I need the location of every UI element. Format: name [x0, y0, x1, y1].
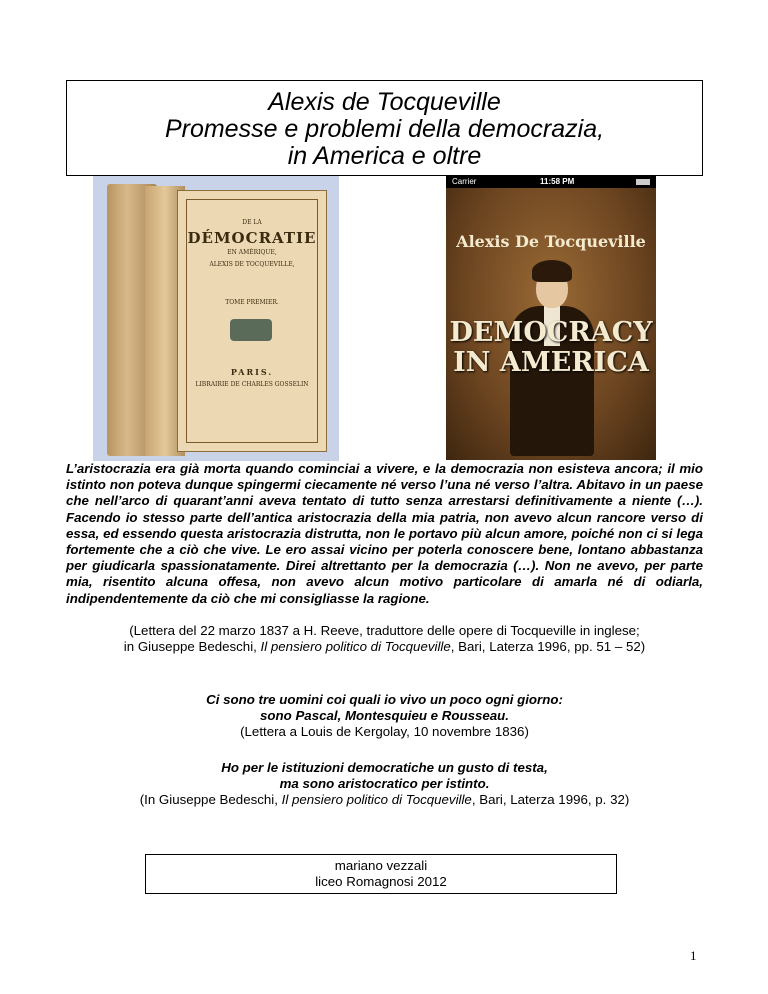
quote-2-text — [66, 692, 703, 724]
book-cover-city: PARIS. — [230, 367, 274, 377]
app-cover-title-2: IN AMERICA — [453, 347, 649, 378]
footer-box — [145, 854, 617, 894]
book-cover-tome: TOME PREMIER. — [225, 299, 279, 306]
phone-status-bar — [446, 176, 656, 188]
book-cover — [177, 190, 327, 452]
quote-1-citation — [66, 623, 703, 655]
quote-1-text: L’aristocrazia era già morta quando cominciai a vivere, e la democrazia non esisteva ancora; il mio istinto non poteva dunque spingermi ciecamente né verso l’una né verso l’altra. Abitavo in un paese che nell’arco di quarant’anni aveva tentato di tutto senza arrestarsi definitivamente a niente (…). Facendo io stesso parte dell’antica aristocrazia della mia patria, non avevo alcun rancore verso di essa, ed essendo questa aristocrazia distrutta, non le portavo più alcun amore, poiché non ci si lega fortemente che a ciò che vive. Le ero assai vicino per poterla conoscere bene, lontano abbastanza per giudicarla spassionatamente. Direi altrettanto per la democrazia (…). Non ne avevo, per parte mia, risentito alcuna offesa, non avevo alcun motivo particolare di amarla né di odiarla, indipendentemente da ciò che mi consigliasse la ragione. — [66, 461, 703, 606]
carrier-label: Carrier — [452, 177, 477, 186]
quote-3-text — [66, 760, 703, 792]
title-line-1: Alexis de Tocqueville — [268, 88, 501, 116]
quote-2-line-1: Ci sono tre uomini coi quali io vivo un poco ogni giorno: — [206, 692, 563, 707]
title-line-2: Promesse e problemi della democrazia, — [164, 115, 605, 143]
footer-author: mariano vezzali — [334, 858, 428, 873]
book-cover-title: DÉMOCRATIE — [187, 229, 317, 247]
title-box — [66, 80, 703, 176]
status-time: 11:58 PM — [540, 177, 575, 186]
page-number: 1 — [690, 948, 697, 963]
book-cover-sub: EN AMÉRIQUE, — [227, 249, 277, 256]
book-cover-author: ALEXIS DE TOCQUEVILLE, — [209, 261, 295, 268]
book-photo — [93, 176, 339, 461]
quote-3-line-1: Ho per le istituzioni democratiche un gusto di testa, — [221, 760, 548, 775]
battery-icon — [636, 179, 650, 185]
quote-2-citation: (Lettera a Louis de Kergolay, 10 novembre 1836) — [240, 724, 529, 739]
title-line-3: in America e oltre — [287, 142, 482, 170]
quote-2-line-2: sono Pascal, Montesquieu e Rousseau. — [259, 708, 509, 724]
book-ornament-icon — [230, 319, 272, 341]
book-cover-top: DE LA — [242, 219, 262, 226]
quote-1-cite-line-1: (Lettera del 22 marzo 1837 a H. Reeve, traduttore delle opere di Tocqueville in inglese; — [129, 623, 640, 638]
quote-3-line-2: ma sono aristocratico per istinto. — [279, 776, 490, 792]
footer-school: liceo Romagnosi 2012 — [315, 874, 447, 889]
app-cover-image — [446, 176, 656, 460]
book-cover-publisher: LIBRAIRIE DE CHARLES GOSSELIN — [195, 381, 309, 388]
quote-3-citation: (In Giuseppe Bedeschi, Il pensiero politico di Tocqueville, Bari, Laterza 1996, p. 32) — [139, 792, 630, 807]
app-cover-author: Alexis De Tocqueville — [456, 232, 646, 251]
quote-1-cite-line-2: in Giuseppe Bedeschi, Il pensiero politico di Tocqueville, Bari, Laterza 1996, pp. 51 – 52) — [123, 639, 646, 655]
app-cover-title-1: DEMOCRACY — [449, 317, 653, 348]
